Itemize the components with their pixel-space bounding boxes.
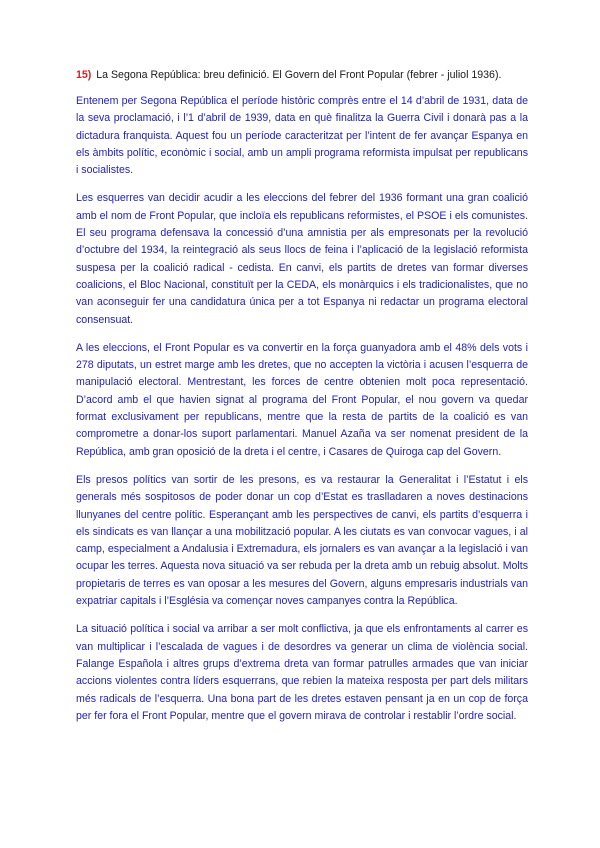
section-title: La Segona República: breu definició. El Govern del Front Popular (febrer - juliol 1936).	[96, 69, 502, 81]
section-heading	[76, 68, 528, 83]
paragraph-results: A les eleccions, el Front Popular es va convertir en la força guanyadora amb el 48% dels vots i 278 diputats, un estret marge amb les dretes, que no accepten la victòria i acusen l’esquerra de manipulació electoral. Mentrestant, les forces de centre obtenien molt poca representació. D’acord amb el que havien signat al programa del Front Popular, el nou govern va quedar format exclusivament per republicans, mentre que la resta de partits de la coalició es van comprometre a donar-los suport parlamentari. Manuel Azaña va ser nomenat president de la República, amb gran oposició de la dreta i el centre, i Casares de Quiroga cap del Govern.	[76, 341, 528, 458]
paragraph-elections: Les esquerres van decidir acudir a les eleccions del febrer del 1936 formant una gran coalició amb el nom de Front Popular, que incloïa els republicans reformistes, el PSOE i els comunistes. El seu programa defensava la concessió d’una amnistia per als empresonats per la revolució d’octubre del 1934, la reintegració als seus llocs de feina i l’aplicació de la legislació reformista suspesa per la coalició radical - cedista. En canvi, els partits de dretes van formar diverses coalicions, el Bloc Nacional, constituït per la CEDA, els monàrquics i els tradicionalistes, que no van aconseguir fer una candidatura única per a tot Espanya ni redactar un programa electoral consensuat.	[76, 192, 528, 326]
paragraph-measures: Els presos polítics van sortir de les presons, es va restaurar la Generalitat i l’Estatut i els generals més sospitosos de poder donar un cop d’Estat es traslladaren a noves destinacions llunyanes del centre polític. Esperançant amb les perspectives de canvi, els partits d’esquerra i els sindicats es van llançar a una mobilització popular. A les ciutats es van convocar vagues, i al camp, especialment a Andalusia i Extremadura, els jornalers es van avançar a la legislació i van ocupar les terres. Aquesta nova situació va ser rebuda per la dreta amb un rebuig absolut. Molts propietaris de terres es van oposar a les mesures del Govern, alguns empresaris industrials van expatriar capitals i l’Església va començar noves campanyes contra la República.	[76, 473, 528, 608]
document-content	[76, 68, 528, 736]
paragraph-intro: Entenem per Segona República el període històric comprès entre el 14 d’abril de 1931, data de la seva proclamació, i l’1 d’abril de 1939, data en què finalitza la Guerra Civil i donarà pas a la dictadura franquista. Aquest fou un període caracteritzat per l’intent de fer avançar Espanya en els àmbits polític, econòmic i social, amb un ampli programa reformista impulsat per republicans i socialistes.	[76, 95, 528, 177]
section-number: 15)	[76, 69, 92, 81]
paragraph-conflict: La situació política i social va arribar a ser molt conflictiva, ja que els enfrontaments al carrer es van multiplicar i l’escalada de vagues i de desordres va generar un clima de violència social. Falange Española i altres grups d’extrema dreta van formar patrulles armades que van iniciar accions violentes contra líders esquerrans, que rebien la mateixa resposta per part dels militars més radicals de l’esquerra. Una bona part de les dretes estaven pensant ja en un cop de força per fer fora el Front Popular, mentre que el govern mirava de controlar i restablir l’ordre social.	[76, 623, 528, 722]
